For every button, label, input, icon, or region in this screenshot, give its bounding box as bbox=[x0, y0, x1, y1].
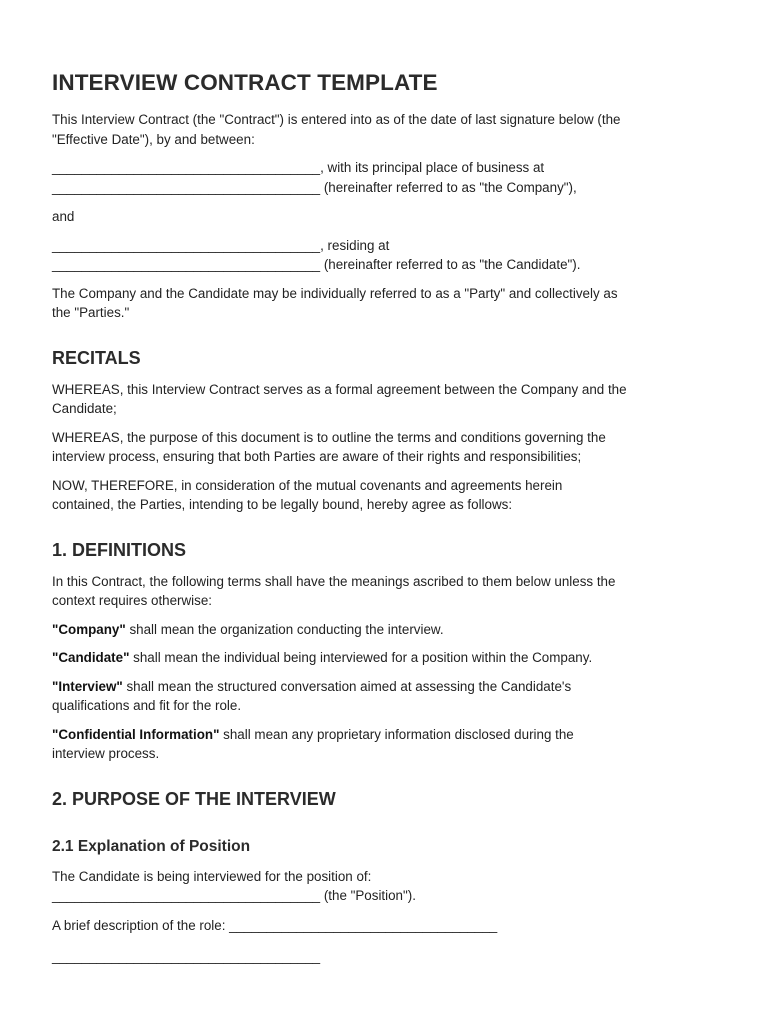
recital-2-line-2: interview process, ensuring that both Parties are aware of their rights and responsibilities; bbox=[52, 449, 582, 464]
position-line-1: The Candidate is being interviewed for the position of: bbox=[52, 868, 372, 884]
role-description-blank: ____________________________________ bbox=[52, 949, 321, 964]
recital-1-line-1: WHEREAS, this Interview Contract serves as a formal agreement between the Company and the bbox=[52, 381, 627, 397]
and-text: and bbox=[52, 209, 75, 224]
recital-paragraph-3 bbox=[52, 476, 720, 515]
definitions-heading: 1. DEFINITIONS bbox=[52, 539, 187, 560]
intro-line-2: "Effective Date"), by and between: bbox=[52, 131, 255, 147]
parties-line-1: The Company and the Candidate may be individually referred to as a "Party" and collectively as bbox=[52, 285, 618, 301]
definition-confidential-text-2: interview process. bbox=[52, 746, 160, 761]
definitions-intro-line-2: context requires otherwise: bbox=[52, 593, 213, 608]
purpose-heading: 2. PURPOSE OF THE INTERVIEW bbox=[52, 788, 336, 809]
definition-interview-text-2: qualifications and fit for the role. bbox=[52, 698, 242, 713]
definition-confidential-text: shall mean any proprietary information disclosed during the bbox=[219, 726, 574, 742]
document-title: INTERVIEW CONTRACT TEMPLATE bbox=[52, 70, 438, 95]
recitals-heading: RECITALS bbox=[52, 347, 141, 368]
definition-confidential bbox=[52, 725, 720, 764]
position-subheading: 2.1 Explanation of Position bbox=[52, 837, 251, 855]
position-paragraph bbox=[52, 867, 720, 906]
position-line-2: ____________________________________ (the "Position"). bbox=[52, 888, 416, 903]
definition-candidate bbox=[52, 648, 720, 668]
definition-interview-text: shall mean the structured conversation aimed at assessing the Candidate's bbox=[122, 678, 572, 694]
recital-1-line-2: Candidate; bbox=[52, 401, 117, 416]
definition-company bbox=[52, 620, 720, 640]
recital-paragraph-1 bbox=[52, 380, 720, 419]
candidate-line-2: ____________________________________ (hereinafter referred to as "the Candidate"). bbox=[52, 257, 581, 272]
role-description-line: A brief description of the role: ____________________________________ bbox=[52, 917, 498, 933]
parties-line-2: the "Parties." bbox=[52, 305, 130, 320]
definition-company-term: "Company" bbox=[52, 621, 126, 637]
definition-interview bbox=[52, 677, 720, 716]
company-line-2: ____________________________________ (hereinafter referred to as "the Company"), bbox=[52, 179, 577, 195]
definition-candidate-term: "Candidate" bbox=[52, 650, 130, 665]
recital-2-line-1: WHEREAS, the purpose of this document is to outline the terms and conditions governing the bbox=[52, 429, 606, 445]
candidate-line-1: ____________________________________, residing at bbox=[52, 237, 390, 253]
candidate-block bbox=[52, 236, 720, 275]
intro-line-1: This Interview Contract (the "Contract") is entered into as of the date of last signature below (the bbox=[52, 112, 621, 127]
definition-interview-term: "Interview" bbox=[52, 678, 123, 694]
definitions-intro-line-1: In this Contract, the following terms shall have the meanings ascribed to them below unless the bbox=[52, 573, 616, 589]
company-line-1: ____________________________________, with its principal place of business at bbox=[52, 160, 545, 175]
recital-paragraph-2 bbox=[52, 428, 720, 467]
definition-candidate-text: shall mean the individual being interviewed for a position within the Company. bbox=[129, 650, 593, 665]
recital-3-line-2: contained, the Parties, intending to be legally bound, hereby agree as follows: bbox=[52, 497, 513, 512]
definitions-intro bbox=[52, 572, 720, 611]
definition-confidential-term: "Confidential Information" bbox=[52, 726, 220, 742]
intro-paragraph bbox=[52, 110, 720, 149]
company-block bbox=[52, 158, 720, 197]
recital-3-line-1: NOW, THEREFORE, in consideration of the mutual covenants and agreements herein bbox=[52, 477, 563, 493]
parties-paragraph bbox=[52, 284, 720, 323]
definition-company-text: shall mean the organization conducting the interview. bbox=[125, 621, 444, 637]
